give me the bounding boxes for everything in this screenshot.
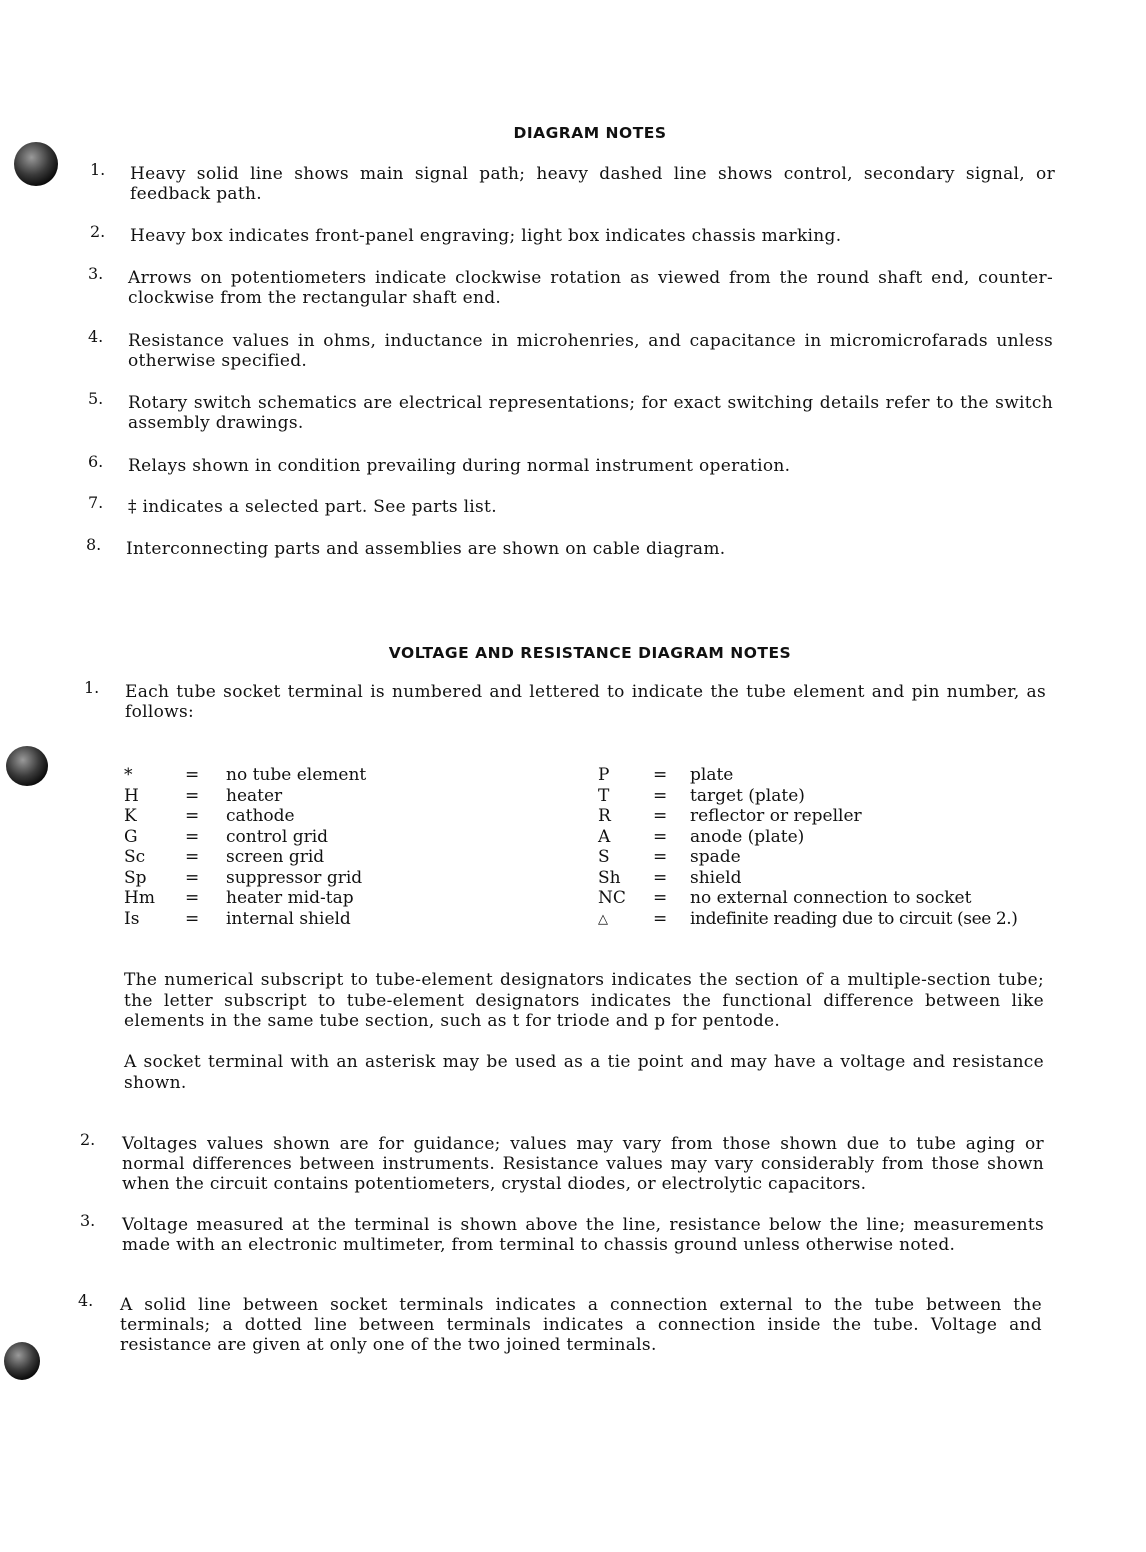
legend-symbol: Is xyxy=(124,908,140,929)
legend-meaning: cathode xyxy=(226,806,295,826)
punch-hole-middle xyxy=(6,746,48,786)
legend-equals: = xyxy=(653,806,668,826)
note-text: Voltages values shown are for guidance; values may vary from those shown due to tube aging or normal differences between instruments. Resistance values may vary considerably from those shown when the circuit contains potentiometers, crystal diodes, or electrolytic capacitors. xyxy=(122,1134,1044,1194)
vr-notes-heading: VOLTAGE AND RESISTANCE DIAGRAM NOTES xyxy=(388,644,792,662)
legend-symbol: P xyxy=(598,765,610,785)
asterisk-paragraph: A socket terminal with an asterisk may be used as a tie point and may have a voltage and resistance shown. xyxy=(124,1052,1044,1093)
legend-meaning: shield xyxy=(690,867,742,888)
legend-equals: = xyxy=(185,765,200,785)
legend-meaning: no external connection to socket xyxy=(690,888,972,908)
legend-meaning: reflector or repeller xyxy=(690,806,862,826)
legend-symbol: NC xyxy=(598,888,626,908)
note-text: A solid line between socket terminals indicates a connection external to the tube between the terminals; a dotted line between terminals indicates a connection inside the tube. Voltage and resistance are given at only one of the two joined terminals. xyxy=(120,1295,1042,1355)
note-number: 5. xyxy=(88,389,104,408)
note-text: Relays shown in condition prevailing during normal instrument operation. xyxy=(128,456,791,476)
diagram-notes-heading: DIAGRAM NOTES xyxy=(513,124,667,142)
note-text: Rotary switch schematics are electrical representations; for exact switching details refer to the switch assembly drawings. xyxy=(128,393,1053,433)
legend-equals: = xyxy=(653,785,668,806)
legend-equals: = xyxy=(185,847,200,867)
legend-meaning: heater xyxy=(226,785,283,806)
legend-symbol: G xyxy=(124,826,138,847)
legend-symbol: Sh xyxy=(598,867,621,888)
legend-meaning: plate xyxy=(690,765,734,785)
legend-equals: = xyxy=(185,785,200,806)
note-text: Heavy box indicates front-panel engraving; light box indicates chassis marking. xyxy=(130,226,842,246)
legend-meaning: target (plate) xyxy=(690,785,805,806)
legend-equals: = xyxy=(653,867,668,888)
note-text: Resistance values in ohms, inductance in microhenries, and capacitance in micromicrofarads unless otherwise specified. xyxy=(128,331,1053,371)
note-number: 1. xyxy=(90,160,106,179)
legend-symbol: * xyxy=(124,765,133,785)
subscript-paragraph: The numerical subscript to tube-element designators indicates the section of a multiple-section tube; the letter subscript to tube-element designators indicates the functional difference between like elements in the same tube section, such as t for triode and p for pentode. xyxy=(124,970,1044,1031)
note-number: 4. xyxy=(88,327,104,346)
legend-meaning: screen grid xyxy=(226,847,325,867)
legend-meaning: control grid xyxy=(226,826,329,847)
legend-meaning: heater mid-tap xyxy=(226,888,354,908)
legend-equals: = xyxy=(653,888,668,908)
legend-meaning: indefinite reading due to circuit (see 2.) xyxy=(690,908,1018,929)
legend-equals: = xyxy=(185,826,200,847)
note-text: Each tube socket terminal is numbered and lettered to indicate the tube element and pin number, as follows: xyxy=(125,682,1046,722)
note-number: 2. xyxy=(90,222,106,241)
legend-equals: = xyxy=(185,867,200,888)
note-text: Heavy solid line shows main signal path; heavy dashed line shows control, secondary signal, or feedback path. xyxy=(130,164,1055,204)
legend-meaning: suppressor grid xyxy=(226,867,363,888)
legend-equals: = xyxy=(653,908,668,929)
note-text: Interconnecting parts and assemblies are shown on cable diagram. xyxy=(126,539,726,559)
note-number: 2. xyxy=(80,1130,96,1149)
legend-meaning: internal shield xyxy=(226,908,351,929)
legend-symbol: △ xyxy=(598,911,608,927)
legend-equals: = xyxy=(653,847,668,867)
punch-hole-top xyxy=(14,142,58,186)
legend-symbol: K xyxy=(124,806,137,826)
note-text: ‡ indicates a selected part. See parts list. xyxy=(128,497,497,517)
note-number: 4. xyxy=(78,1291,94,1310)
legend-equals: = xyxy=(653,765,668,785)
note-text: Voltage measured at the terminal is shown above the line, resistance below the line; measurements made with an electronic multimeter, from terminal to chassis ground unless otherwise noted. xyxy=(122,1215,1044,1255)
note-number: 1. xyxy=(84,678,100,697)
legend-symbol: H xyxy=(124,785,139,806)
legend-symbol: T xyxy=(598,785,610,806)
legend-symbol: S xyxy=(598,847,610,867)
note-number: 3. xyxy=(80,1211,96,1230)
note-text: Arrows on potentiometers indicate clockwise rotation as viewed from the round shaft end, counter-clockwise from the rectangular shaft end. xyxy=(128,268,1053,308)
legend-equals: = xyxy=(185,908,200,929)
legend-meaning: no tube element xyxy=(226,765,367,785)
note-number: 6. xyxy=(88,452,104,471)
legend-meaning: anode (plate) xyxy=(690,826,805,847)
note-number: 8. xyxy=(86,535,102,554)
legend-symbol: A xyxy=(598,826,611,847)
punch-hole-bottom xyxy=(4,1342,40,1380)
legend-symbol: Hm xyxy=(124,888,155,908)
legend-symbol: Sp xyxy=(124,867,147,888)
legend-symbol: R xyxy=(598,806,611,826)
legend-equals: = xyxy=(653,826,668,847)
note-number: 7. xyxy=(88,493,104,512)
note-number: 3. xyxy=(88,264,104,283)
legend-symbol: Sc xyxy=(124,847,146,867)
legend-equals: = xyxy=(185,806,200,826)
legend-equals: = xyxy=(185,888,200,908)
legend-meaning: spade xyxy=(690,847,741,867)
